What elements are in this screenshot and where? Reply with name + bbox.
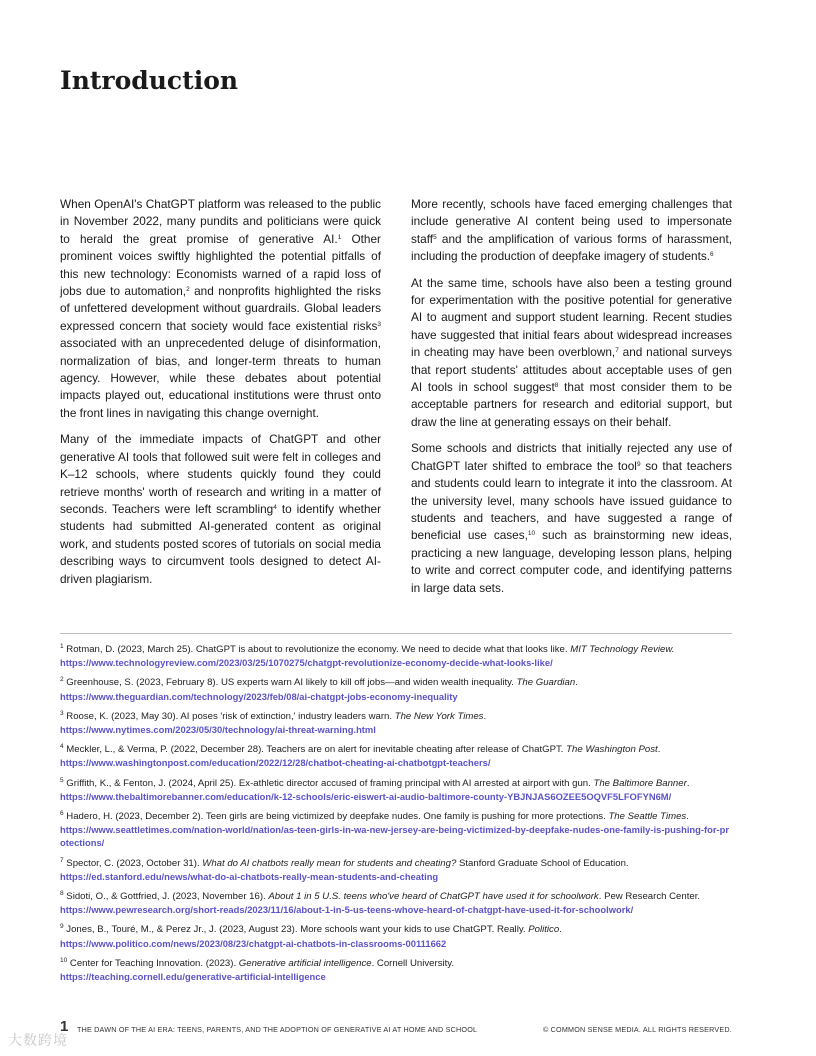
footnote-ref[interactable]: 2 bbox=[186, 286, 190, 294]
body-paragraph: Many of the immediate impacts of ChatGPT and other generative AI tools that followed suit were felt in colleges and K–12 schools, where students quickly found they could retrieve months' worth of research and writing in a matter of seconds. Teachers were left scrambling$^4$ to identify whether students had submitted AI-generated content as original work, and students posted scores of tutorials on social media describing ways to circumvent tools designed to detect AI-driven plagiarism. bbox=[60, 432, 381, 586]
footnote-link[interactable]: https://www.seattletimes.com/nation-world/nation/as-teen-girls-in-wa-new-jersey-are-being-victimized-by-deepfake-nudes-one-family-is-pushing-for-protections/ bbox=[60, 824, 730, 849]
footnote-ref[interactable]: 5 bbox=[433, 233, 437, 241]
footnote-link[interactable]: https://teaching.cornell.edu/generative-artificial-intelligence bbox=[60, 971, 326, 983]
footnote: $^4$ Meckler, L., & Verma, P. (2022, December 28). Teachers are on alert for inevitable cheating after release of ChatGPT. The Washington Post. https://www.washingtonpost.com/education/2022/12/28/chatbot-cheating-ai-chatbotgpt-teachers/ bbox=[60, 743, 734, 769]
page-footer bbox=[60, 1018, 732, 1038]
body-paragraph: At the same time, schools have also been a testing ground for experimentation with the positive potential for generative AI to augment and support student learning. Recent studies have suggested that initial fears about widespread increases in cheating may have been overblown,$^7$ and national surveys that report students' attitudes about acceptable uses of gen AI tools in school suggest$^8$ that most consider them to be acceptable partners for research and editorial support, but draw the line at generating essays on their behalf. bbox=[411, 275, 733, 429]
page-title: Introduction bbox=[60, 66, 239, 95]
copyright-notice: © COMMON SENSE MEDIA. ALL RIGHTS RESERVED. bbox=[542, 1025, 732, 1034]
footnote-link[interactable]: https://www.washingtonpost.com/education/2022/12/28/chatbot-cheating-ai-chatbotgpt-teachers/ bbox=[60, 757, 491, 769]
footnote-ref[interactable]: 7 bbox=[615, 347, 619, 355]
footnote-link[interactable]: https://www.thebaltimorebanner.com/education/k-12-schools/eric-eiswert-ai-audio-baltimore-county-YBJNJAS6OZEE5OQVF5LFOFYN6M/ bbox=[60, 790, 672, 802]
footnote-link[interactable]: https://www.pewresearch.org/short-reads/2023/11/16/about-1-in-5-us-teens-whove-heard-of-chatgpt-have-used-it-for-schoolwork/ bbox=[60, 904, 634, 916]
footnote-ref[interactable]: 1 bbox=[337, 233, 342, 241]
footnote: $^2$ Greenhouse, S. (2023, February 8). US experts warn AI likely to kill off jobs—and widen wealth inequality. The Guardian. https://www.theguardian.com/technology/2023/feb/08/ai-chatgpt-jobs-economy-inequality bbox=[60, 676, 734, 702]
footnote-ref[interactable]: 10 bbox=[527, 530, 536, 538]
footnote: $^5$ Griffith, K., & Fenton, J. (2024, April 25). Ex-athletic director accused of framing principal with AI arrested at airport with gun. The Baltimore Banner. https://www.thebaltimorebanner.com/education/k-12-schools/eric-eiswert-ai-audio-baltimore-county-YBJNJAS6OZEE5OQVF5LFOFYN6M/ bbox=[60, 777, 734, 803]
footnote: $^9$ Jones, B., Touré, M., & Perez Jr., J. (2023, August 23). More schools want your kids to use ChatGPT. Really. Politico. https://www.politico.com/news/2023/08/23/chatgpt-ai-chatbots-in-classrooms-00111662 bbox=[60, 923, 734, 949]
watermark-logo: 大数跨境 bbox=[8, 1032, 68, 1048]
footnote-link[interactable]: https://www.nytimes.com/2023/05/30/technology/ai-threat-warning.html bbox=[60, 724, 376, 736]
footnote: $^{10}$ Center for Teaching Innovation. (2023). Generative artificial intelligence. Cornell University. https://teaching.cornell.edu/generative-artificial-intelligence bbox=[60, 957, 734, 983]
footnote: $^3$ Roose, K. (2023, May 30). AI poses 'risk of extinction,' industry leaders warn. The New York Times. https://www.nytimes.com/2023/05/30/technology/ai-threat-warning.html bbox=[60, 710, 734, 736]
footnote-ref[interactable]: 8 bbox=[554, 382, 559, 390]
footnote: $^6$ Hadero, H. (2023, December 2). Teen girls are being victimized by deepfake nudes. One family is pushing for more protections. The Seattle Times. https://www.seattletimes.com/nation-world/nation/as-teen-girls-in-wa-new-jersey-are-being-victimized-by-deepfake-nudes-one-family-is-pushing-for-protections/ bbox=[60, 810, 734, 850]
footnote: $^8$ Sidoti, O., & Gottfried, J. (2023, November 16). About 1 in 5 U.S. teens who've heard of ChatGPT have used it for schoolwork. Pew Research Center. https://www.pewresearch.org/short-reads/2023/11/16/about-1-in-5-us-teens-whove-heard-of-chatgpt-have-used-it-for-schoolwork/ bbox=[60, 890, 734, 916]
body-paragraph: When OpenAI's ChatGPT platform was released to the public in November 2022, many pundits and politicians were quick to herald the great promise of generative AI.$^1$ Other prominent voices swiftly highlighted the potential pitfalls of this new technology: Economists warned of a rapid loss of jobs due to automation,$^2$ and nonprofits highlighted the risks of unfettered development without guardrails. Global leaders expressed concern that society would face existential risks$^3$ associated with an unprecedented deluge of disinformation, normalization of bias, and longer-term threats to human agency. However, while these debates about potential impacts played out, educational institutions were thrust onto the front lines in navigating this change overnight. bbox=[60, 197, 382, 420]
left-column bbox=[60, 196, 381, 597]
footnote-ref[interactable]: 6 bbox=[710, 251, 714, 259]
body-paragraph: Some schools and districts that initially rejected any use of ChatGPT later shifted to embrace the tool$^9$ so that teachers and students could learn to integrate it into the classroom. At the university level, many schools have issued guidance to students and teachers, and have suggested a range of beneficial use cases,$^{10}$ such as brainstorming new ideas, practicing a new language, developing lesson plans, helping to write and correct computer code, and identifying patterns in large data sets. bbox=[411, 441, 733, 595]
footnote-ref[interactable]: 3 bbox=[377, 320, 381, 328]
footnote-link[interactable]: https://ed.stanford.edu/news/what-do-ai-chatbots-really-mean-students-and-cheating bbox=[60, 870, 439, 882]
footnote-link[interactable]: https://www.theguardian.com/technology/2023/feb/08/ai-chatgpt-jobs-economy-inequality bbox=[60, 690, 458, 702]
footnote-link[interactable]: https://www.technologyreview.com/2023/03/25/1070275/chatgpt-revolutionize-economy-decide-what-looks-like/ bbox=[60, 657, 553, 669]
footnote: $^1$ Rotman, D. (2023, March 25). ChatGPT is about to revolutionize the economy. We need to decide what that looks like. MIT Technology Review. https://www.technologyreview.com/2023/03/25/1070275/chatgpt-revolutionize-economy-decide-what-looks-like/ bbox=[60, 643, 734, 669]
page-number: 1 bbox=[60, 1018, 69, 1035]
footnote: $^7$ Spector, C. (2023, October 31). What do AI chatbots really mean for students and cheating? Stanford Graduate School of Education. https://ed.stanford.edu/news/what-do-ai-chatbots-really-mean-students-and-cheating bbox=[60, 857, 734, 883]
running-title: THE DAWN OF THE AI ERA: TEENS, PARENTS, AND THE ADOPTION OF GENERATIVE AI AT HOME AND SCHOOL bbox=[77, 1025, 478, 1034]
footnotes-section bbox=[60, 643, 734, 990]
footnote-link[interactable]: https://www.politico.com/news/2023/08/23/chatgpt-ai-chatbots-in-classrooms-00111662 bbox=[60, 937, 447, 949]
body-paragraph: More recently, schools have faced emerging challenges that include generative AI content being used to impersonate staff$^5$ and the amplification of various forms of harassment, including the production of deepfake imagery of students.$^6$ bbox=[411, 197, 732, 264]
footnote-ref[interactable]: 4 bbox=[273, 503, 277, 511]
footnote-ref[interactable]: 9 bbox=[636, 460, 641, 468]
right-column bbox=[411, 196, 732, 606]
footnote-divider bbox=[60, 633, 732, 634]
